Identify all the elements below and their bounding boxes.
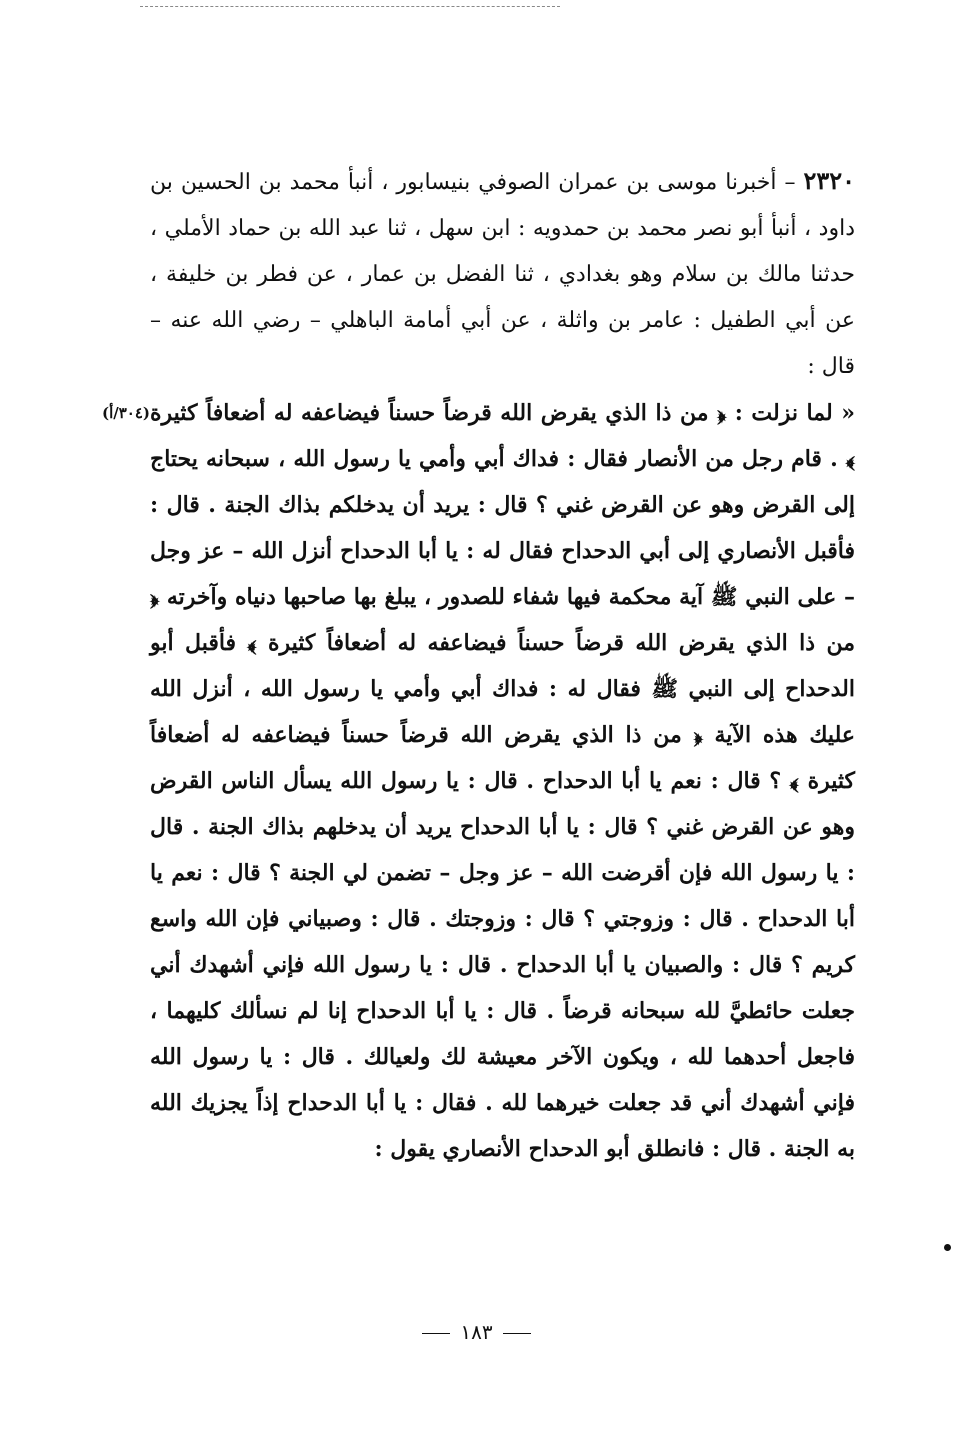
- matn-paragraph: « لما نزلت : ﴿ من ذا الذي يقرض الله قرضاً حسناً فيضاعفه له أضعافاً كثيرة ﴾ . قام رجل من الأنصار فقال : فداك أبي وأمي يا رسول الله ، سبحانه يحتاج إلى القرض وهو عن القرض غني ؟ قال : يريد أن يدخلكم بذاك الجنة . قال : فأقبل الأنصاري إلى أبي الدحداح فقال له : يا أبا الدحداح أنزل الله – عز وجل – على النبي ﷺ آية محكمة فيها شفاء للصدور ، يبلغ بها صاحبها دنياه وآخرته ﴿ من ذا الذي يقرض الله قرضاً حسناً فيضاعفه له أضعافاً كثيرة ﴾ فأقبل أبو الدحداح إلى النبي ﷺ فقال له : فداك أبي وأمي يا رسول الله ، أنزل الله عليك هذه الآية ﴿ من ذا الذي يقرض الله قرضاً حسناً فيضاعفه له أضعافاً كثيرة ﴾ ؟ قال : نعم يا أبا الدحداح . قال : يا رسول الله يسأل الناس القرض وهو عن القرض غني ؟ قال : يا أبا الدحداح يريد أن يدخلهم بذاك الجنة . قال : يا رسول الله فإن أقرضت الله – عز وجل – تضمن لي الجنة ؟ قال : نعم يا أبا الدحداح . قال : وزوجتي ؟ قال : وزوجتك . قال : وصبياني فإن الله واسع كريم ؟ قال : والصبيان يا أبا الدحداح . قال : يا رسول الله فإني أشهدك أني جعلت حائطيَّ لله سبحانه قرضاً . قال : يا أبا الدحداح إنا لم نسألك كليهما ، فاجعل أحدهما لله ، ويكون الآخر معيشة لك ولعيالك . قال : يا رسول الله فإني أشهدك أني قد جعلت خيرهما لله . فقال : يا أبا الدحداح إذاً يجزيك الله به الجنة . قال : فانطلق أبو الدحداح الأنصاري يقول :: [150, 400, 855, 1162]
- matn-block: [102, 390, 855, 1172]
- page-number-text: ١٨٣: [460, 1320, 493, 1344]
- page-number-dash-right: [503, 1333, 531, 1334]
- page-number: [0, 1320, 953, 1344]
- margin-folio-reference: (٣٠٤/أ): [102, 404, 151, 422]
- top-rule: [140, 6, 560, 7]
- page-body: [102, 158, 855, 1172]
- isnad-paragraph: [150, 158, 855, 390]
- isnad-text: – أخبرنا موسى بن عمران الصوفي بنيسابور ، أنبأ محمد بن الحسين بن داود ، أنبأ أبو نصر محمد بن حمدويه : ابن سهل ، ثنا عبد الله بن حماد الأملي ، حدثنا مالك بن سلام وهو بغدادي ، ثنا الفضل بن عمار ، عن فطر بن خليفة ، عن أبي الطفيل : عامر بن واثلة ، عن أبي أمامة الباهلي – رضي الله عنه – قال :: [150, 170, 855, 379]
- page-number-dash-left: [422, 1333, 450, 1334]
- margin-dot-mark: [944, 1244, 951, 1251]
- hadith-number: ٢٣٢٠: [803, 166, 855, 195]
